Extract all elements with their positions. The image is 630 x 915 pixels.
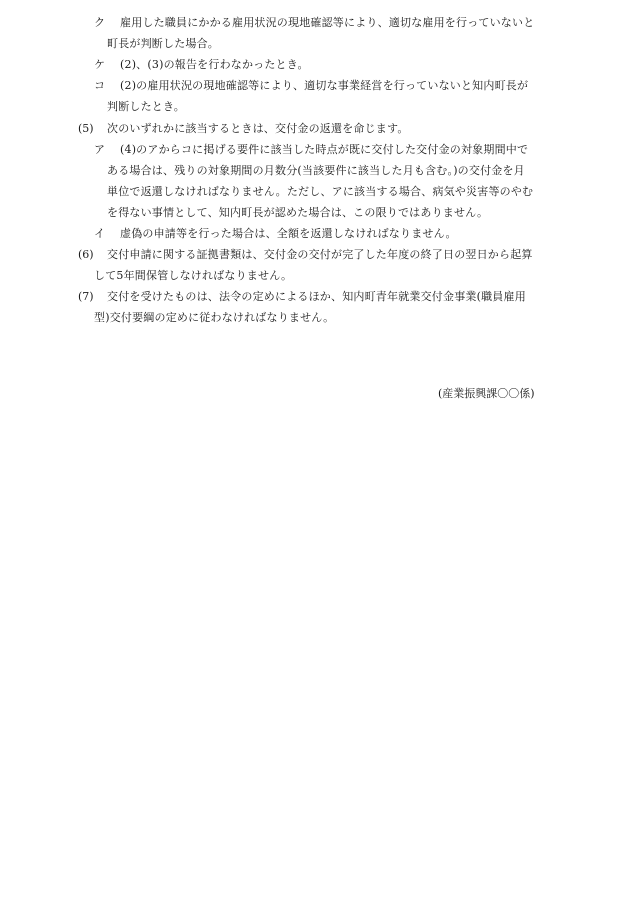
item-marker-a: ア — [94, 143, 105, 156]
item-ko-line-1: (2)の雇用状況の現地確認等により、適切な事業経営を行っていないと知内町長が — [120, 79, 529, 92]
section-marker-5: (5) — [78, 122, 94, 135]
item-a-line-2: ある場合は、残りの対象期間の月数分(当該要件に該当した月も含む。)の交付金を月 — [107, 164, 525, 177]
section-5-line-1: 次のいずれかに該当するときは、交付金の返還を命じます。 — [107, 122, 409, 135]
item-ku-line-1: 雇用した職員にかかる雇用状況の現地確認等により、適切な雇用を行っていないと — [120, 16, 535, 29]
section-6-line-2: して5年間保管しなければなりません。 — [94, 269, 293, 282]
item-ku-line-2: 町長が判断した場合。 — [107, 37, 219, 50]
item-marker-ku: ク — [94, 16, 105, 29]
department-footer: (産業振興課〇〇係) — [438, 387, 535, 400]
section-7-line-2: 型)交付要綱の定めに従わなければなりません。 — [94, 311, 335, 324]
item-marker-ke: ケ — [94, 58, 105, 71]
item-ko-line-2: 判断したとき。 — [107, 100, 185, 113]
item-a-line-4: を得ない事情として、知内町長が認めた場合は、この限りではありません。 — [107, 206, 489, 219]
item-marker-ko: コ — [94, 79, 105, 92]
item-ke-line-1: (2)、(3)の報告を行わなかったとき。 — [120, 58, 309, 71]
section-6-line-1: 交付申請に関する証拠書類は、交付金の交付が完了した年度の終了日の翌日から起算 — [107, 248, 533, 261]
item-a-line-3: 単位で返還しなければなりません。ただし、アに該当する場合、病気や災害等のやむ — [107, 185, 534, 198]
item-marker-i: イ — [94, 227, 105, 240]
section-7-line-1: 交付を受けたものは、法令の定めによるほか、知内町青年就業交付金事業(職員雇用 — [107, 290, 526, 303]
section-marker-6: (6) — [78, 248, 94, 261]
section-marker-7: (7) — [78, 290, 94, 303]
item-a-line-1: (4)のアからコに掲げる要件に該当した時点が既に交付した交付金の対象期間中で — [120, 143, 529, 156]
item-i-line-1: 虚偽の申請等を行った場合は、全額を返還しなければなりません。 — [120, 227, 457, 240]
